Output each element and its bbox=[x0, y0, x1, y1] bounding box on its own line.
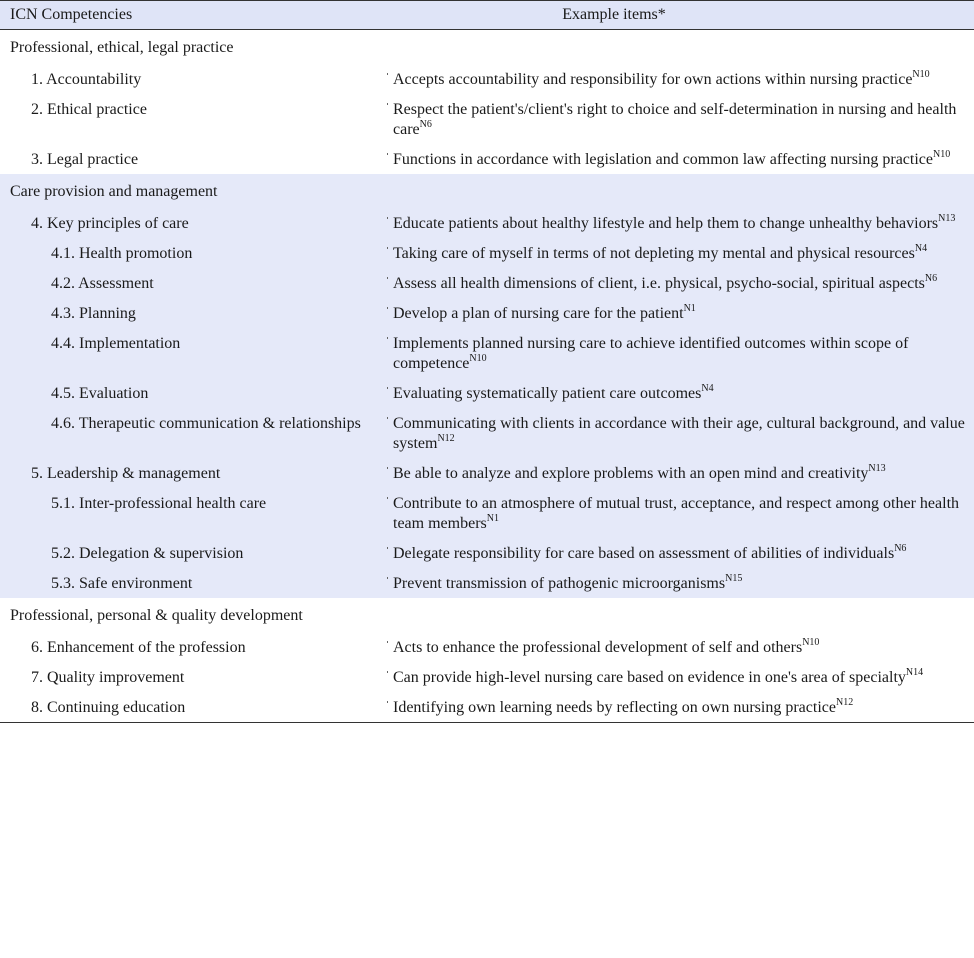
competency-cell bbox=[0, 238, 384, 268]
reference-superscript: N10 bbox=[802, 637, 820, 648]
header-example-items: Example items* bbox=[384, 1, 974, 30]
competency-label: 4.2. Assessment bbox=[51, 275, 154, 292]
example-item-text: Prevent transmission of pathogenic microorganisms bbox=[393, 575, 726, 592]
table-row bbox=[0, 328, 974, 378]
reference-superscript: N12 bbox=[835, 697, 854, 708]
example-item-cell bbox=[384, 408, 974, 458]
example-item-text: Acts to enhance the professional development of self and others bbox=[393, 639, 803, 656]
example-item-text: Be able to analyze and explore problems with an open mind and creativity bbox=[393, 465, 869, 482]
table-row bbox=[0, 408, 974, 458]
competency-cell bbox=[0, 378, 384, 408]
example-item-text: Evaluating systematically patient care outcomes bbox=[393, 385, 702, 402]
competency-label: 4.6. Therapeutic communication & relationships bbox=[51, 415, 361, 432]
competency-cell bbox=[0, 458, 384, 488]
table-row bbox=[0, 538, 974, 568]
competency-cell bbox=[0, 64, 384, 94]
table-row bbox=[0, 94, 974, 144]
example-item-cell bbox=[384, 458, 974, 488]
reference-superscript: N6 bbox=[894, 543, 907, 554]
example-item-text: Functions in accordance with legislation and common law affecting nursing practice bbox=[393, 151, 933, 168]
table-row bbox=[0, 144, 974, 174]
example-item-cell bbox=[384, 632, 974, 662]
competency-label: 5.2. Delegation & supervision bbox=[51, 545, 244, 562]
example-item-cell bbox=[384, 378, 974, 408]
reference-superscript: N4 bbox=[914, 243, 928, 254]
competency-label: 8. Continuing education bbox=[31, 699, 186, 716]
competency-label: 4.1. Health promotion bbox=[51, 245, 193, 262]
example-item-cell bbox=[384, 144, 974, 174]
reference-superscript: N13 bbox=[938, 213, 956, 224]
example-item-cell bbox=[384, 568, 974, 598]
competency-cell bbox=[0, 144, 384, 174]
example-item-cell bbox=[384, 328, 974, 378]
table-row bbox=[0, 238, 974, 268]
competency-cell bbox=[0, 632, 384, 662]
example-item-text: Develop a plan of nursing care for the patient bbox=[393, 305, 684, 322]
example-item-text: Communicating with clients in accordance with their age, cultural background, and value system bbox=[393, 415, 965, 452]
competency-cell bbox=[0, 268, 384, 298]
header-row bbox=[0, 1, 974, 30]
competency-cell bbox=[0, 662, 384, 692]
example-item-text: Can provide high-level nursing care based on evidence in one's area of specialty bbox=[393, 669, 906, 686]
example-item-cell bbox=[384, 298, 974, 328]
table-row bbox=[0, 568, 974, 598]
example-item-cell bbox=[384, 268, 974, 298]
table-row bbox=[0, 488, 974, 538]
reference-superscript: N6 bbox=[924, 273, 938, 284]
table-row bbox=[0, 208, 974, 238]
table-row bbox=[0, 692, 974, 723]
reference-superscript: N14 bbox=[905, 667, 924, 678]
example-item-cell bbox=[384, 64, 974, 94]
table-row bbox=[0, 298, 974, 328]
example-item-cell bbox=[384, 538, 974, 568]
competency-cell bbox=[0, 328, 384, 378]
table-row bbox=[0, 632, 974, 662]
competency-label: 1. Accountability bbox=[31, 71, 142, 88]
competency-label: 5.3. Safe environment bbox=[51, 575, 193, 592]
example-item-cell bbox=[384, 238, 974, 268]
example-item-cell bbox=[384, 94, 974, 144]
competency-cell bbox=[0, 94, 384, 144]
table-row bbox=[0, 268, 974, 298]
header-competencies: ICN Competencies bbox=[0, 1, 384, 30]
competency-label: 2. Ethical practice bbox=[31, 101, 147, 118]
competency-label: 6. Enhancement of the profession bbox=[31, 639, 246, 656]
reference-superscript: N1 bbox=[486, 513, 499, 524]
reference-superscript: N10 bbox=[932, 149, 951, 160]
competency-cell bbox=[0, 692, 384, 723]
example-item-text: Implements planned nursing care to achieve identified outcomes within scope of competence bbox=[393, 335, 909, 372]
competency-cell bbox=[0, 298, 384, 328]
example-item-text: Taking care of myself in terms of not depleting my mental and physical resources bbox=[393, 245, 915, 262]
competency-label: 4. Key principles of care bbox=[31, 215, 189, 232]
table-row bbox=[0, 458, 974, 488]
table-body bbox=[0, 30, 974, 723]
reference-superscript: N1 bbox=[683, 303, 696, 314]
competency-label: 5. Leadership & management bbox=[31, 465, 221, 482]
example-item-text: Contribute to an atmosphere of mutual trust, acceptance, and respect among other health team members bbox=[393, 495, 960, 532]
section-row bbox=[0, 598, 974, 632]
competency-label: 4.3. Planning bbox=[51, 305, 136, 322]
competency-label: 4.5. Evaluation bbox=[51, 385, 149, 402]
example-item-text: Identifying own learning needs by reflecting on own nursing practice bbox=[393, 699, 836, 716]
section-title: Professional, ethical, legal practice bbox=[10, 39, 234, 56]
reference-superscript: N10 bbox=[912, 69, 930, 80]
competency-cell bbox=[0, 568, 384, 598]
example-item-cell bbox=[384, 662, 974, 692]
example-item-text: Delegate responsibility for care based on assessment of abilities of individuals bbox=[393, 545, 895, 562]
example-item-cell bbox=[384, 208, 974, 238]
table-row bbox=[0, 662, 974, 692]
table-row bbox=[0, 64, 974, 94]
competency-cell bbox=[0, 538, 384, 568]
competency-cell bbox=[0, 208, 384, 238]
example-item-cell bbox=[384, 488, 974, 538]
example-item-text: Educate patients about healthy lifestyle and help them to change unhealthy behaviors bbox=[393, 215, 939, 232]
competency-label: 4.4. Implementation bbox=[51, 335, 181, 352]
competency-label: 3. Legal practice bbox=[31, 151, 139, 168]
example-item-text: Respect the patient's/client's right to choice and self-determination in nursing and health care bbox=[393, 101, 957, 138]
section-title: Professional, personal & quality development bbox=[10, 607, 303, 624]
section-title: Care provision and management bbox=[0, 174, 974, 208]
competency-label: 7. Quality improvement bbox=[31, 669, 185, 686]
example-item-text: Accepts accountability and responsibility for own actions within nursing practice bbox=[393, 71, 913, 88]
reference-superscript: N13 bbox=[868, 463, 886, 474]
example-item-text: Assess all health dimensions of client, i.e. physical, psycho-social, spiritual aspects bbox=[393, 275, 925, 292]
reference-superscript: N4 bbox=[701, 383, 714, 394]
example-item-cell bbox=[384, 692, 974, 723]
reference-superscript: N6 bbox=[419, 119, 432, 130]
reference-superscript: N12 bbox=[437, 433, 455, 444]
competency-label: 5.1. Inter-professional health care bbox=[51, 495, 267, 512]
competency-cell bbox=[0, 408, 384, 458]
table-row bbox=[0, 378, 974, 408]
section-row bbox=[0, 30, 974, 65]
section-row bbox=[0, 174, 974, 208]
reference-superscript: N15 bbox=[725, 573, 743, 584]
competency-cell bbox=[0, 488, 384, 538]
reference-superscript: N10 bbox=[469, 353, 487, 364]
